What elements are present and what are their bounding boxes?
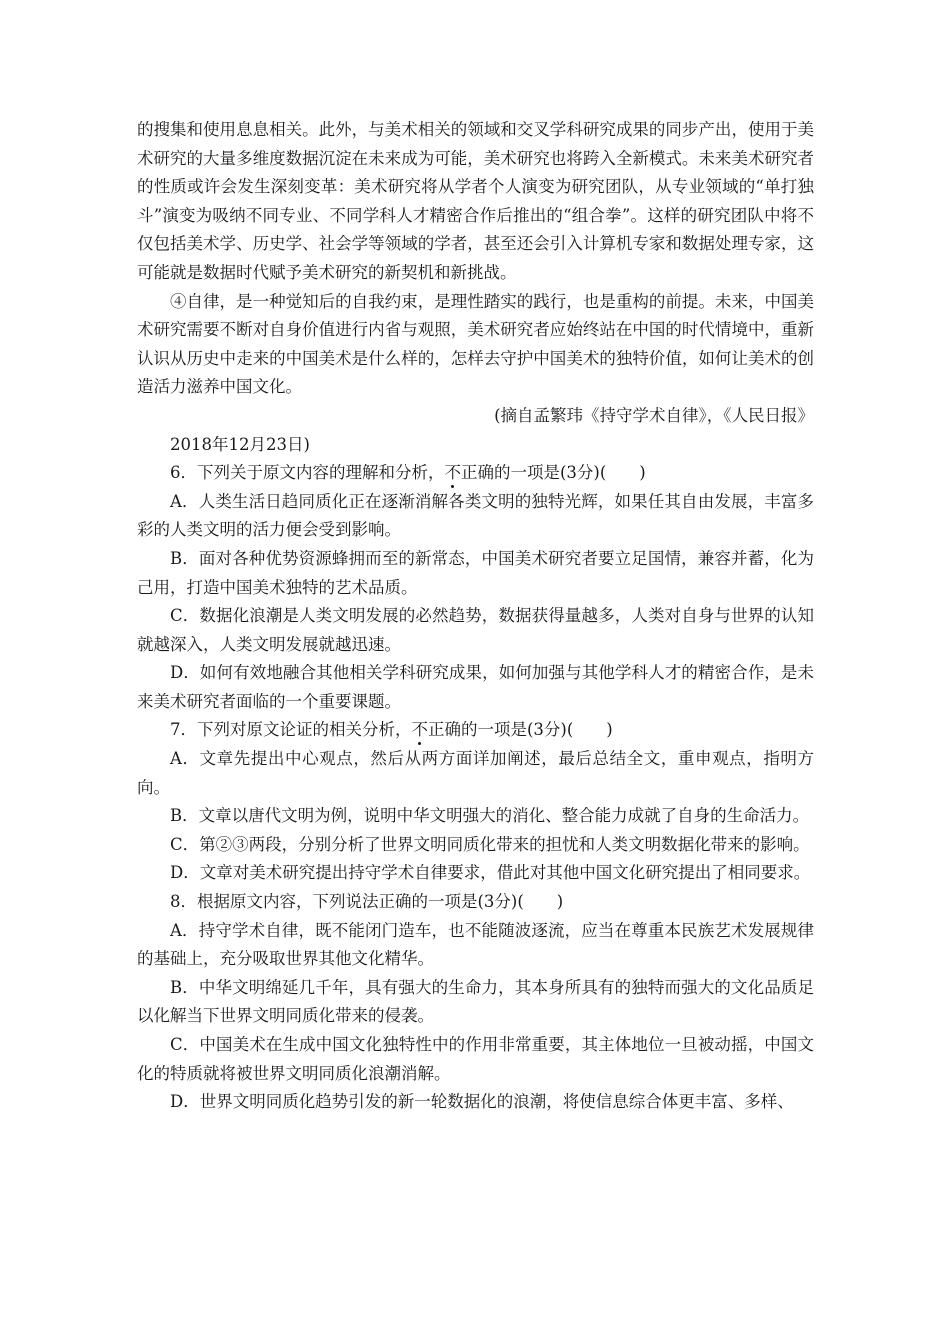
passage-paragraph-4: ④自律，是一种觉知后的自我约束，是理性踏实的践行，也是重构的前提。未来，中国美术研究需要不断对自身价值进行内省与观照，美术研究者应始终站在中国的时代情境中，重新认识从历史中走来的中国美术是什么样的，怎样去守护中国美术的独特价值，如何让美术的创造活力滋养中国文化。 — [137, 291, 814, 397]
question-6-option-b: B．面对各种优势资源蜂拥而至的新常态，中国美术研究者要立足国情，兼容并蓄，化为己用，打造中国美术独特的艺术品质。 — [137, 548, 814, 597]
question-6-stem: 6．下列关于原文内容的理解和分析，不正确的一项是(3分)( ) — [170, 463, 646, 483]
question-7-option-c: C．第②③两段，分别分析了世界文明同质化带来的担忧和人类文明数据化带来的影响。 — [170, 834, 810, 854]
emphasis-mark: 不 — [444, 463, 461, 483]
question-8-option-d: D．世界文明同质化趋势引发的新一轮数据化的浪潮，将使信息综合体更丰富、多样、 — [170, 1092, 794, 1112]
question-7-option-a: A．文章先提出中心观点，然后从两方面详加阐述，最后总结全文，重申观点，指明方向。 — [137, 749, 814, 797]
passage-paragraph-3-continued: 的搜集和使用息息相关。此外，与美术相关的领域和交叉学科研究成果的同步产出，使用于美术研究的大量多维度数据沉淀在未来成为可能，美术研究也将跨入全新模式。未来美术研究者的性质或许会发生深刻变革：美术研究将从学者个人演变为研究团队，从专业领域的“单打独斗”演变为吸纳不同专业、不同学科人才精密合作后推出的“组合拳”。这样的研究团队中将不仅包括美术学、历史学、社会学等领域的学者，甚至还会引入计算机专家和数据处理专家，这可能就是数据时代赋予美术研究的新契机和新挑战。 — [137, 120, 814, 282]
question-8-option-b: B．中华文明绵延几千年，具有强大的生命力，其本身所具有的独特而强大的文化品质足以化解当下世界文明同质化带来的侵袭。 — [137, 977, 814, 1026]
question-6-option-c: C．数据化浪潮是人类文明发展的必然趋势，数据获得量越多，人类对自身与世界的认知就越深入，人类文明发展就越迅速。 — [137, 606, 814, 654]
document-page — [137, 116, 814, 1117]
source-citation: (摘自孟繁玮《持守学术自律》，《人民日报》 — [494, 405, 814, 425]
question-7-stem: 7．下列对原文论证的相关分析，不正确的一项是(3分)( ) — [170, 720, 613, 740]
question-7-option-d: D．文章对美术研究提出持守学术自律要求，借此对其他中国文化研究提出了相同要求。 — [170, 863, 811, 883]
question-7-option-b: B．文章以唐代文明为例，说明中华文明强大的消化、整合能力成就了自身的生命活力。 — [170, 806, 810, 826]
question-6-option-a: A．人类生活日趋同质化正在逐渐消解各类文明的独特光辉，如果任其自由发展，丰富多彩的人类文明的活力便会受到影响。 — [137, 491, 814, 540]
source-date: 2018年12月23日) — [170, 434, 310, 454]
question-8-stem: 8．根据原文内容，下列说法正确的一项是(3分)( ) — [170, 892, 564, 912]
emphasis-mark: 不 — [411, 720, 428, 740]
question-8-option-c: C．中国美术在生成中国文化独特性中的作用非常重要，其主体地位一旦被动摇，中国文化的特质就将被世界文明同质化浪潮消解。 — [137, 1035, 814, 1083]
question-8-option-a: A．持守学术自律，既不能闭门造车，也不能随波逐流，应当在尊重本民族艺术发展规律的基础上，充分吸取世界其他文化精华。 — [137, 920, 814, 969]
question-6-option-d: D．如何有效地融合其他相关学科研究成果，如何加强与其他学科人才的精密合作，是未来美术研究者面临的一个重要课题。 — [137, 663, 814, 711]
